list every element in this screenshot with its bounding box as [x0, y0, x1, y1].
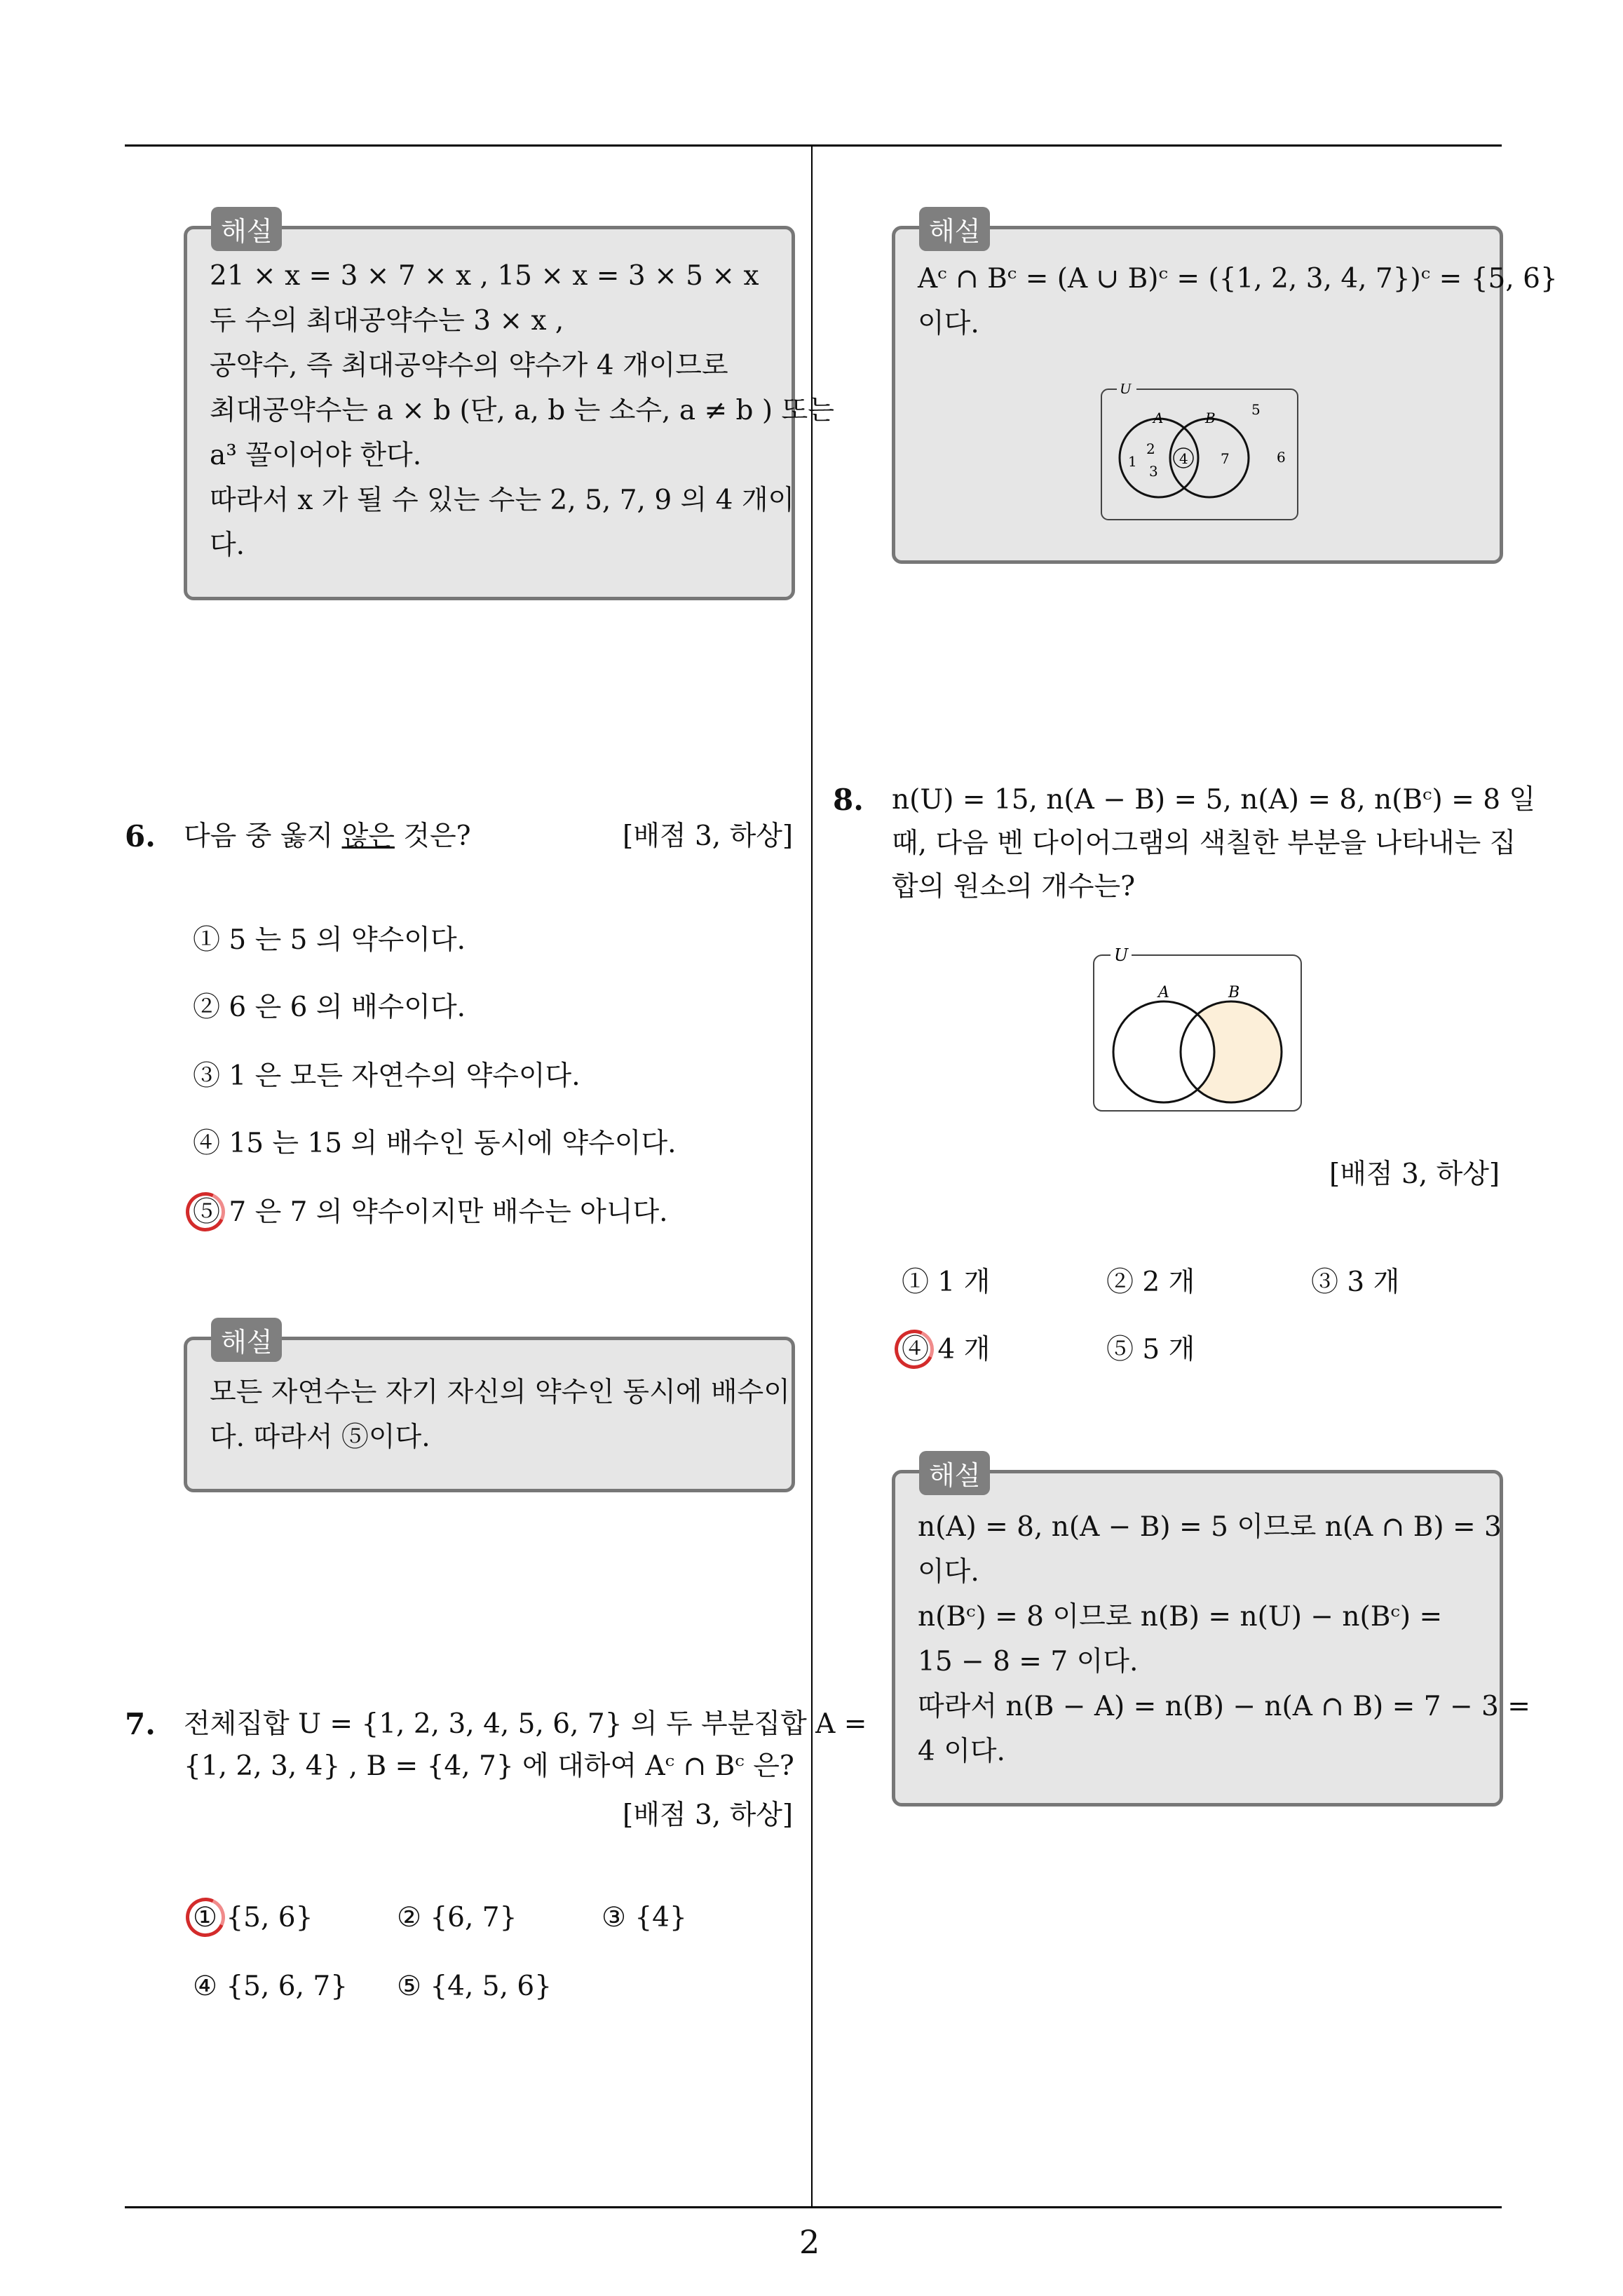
venn-element: 3 [1149, 463, 1158, 480]
choice-7-4[interactable]: ④ {5, 6, 7} [193, 1971, 348, 2002]
choice-8-3[interactable]: ③ 3 개 [1311, 1267, 1400, 1298]
explanation-tag: 해설 [211, 207, 282, 251]
choice-7-2[interactable]: ② {6, 7} [397, 1902, 517, 1933]
question-8-line-3: 합의 원소의 개수는? [892, 871, 1136, 903]
explanation-line: 이다. [918, 308, 979, 339]
question-6-score: [배점 3, 하상] [623, 821, 794, 852]
explanation-box-q5 [184, 216, 834, 600]
question-7-score: [배점 3, 하상] [623, 1799, 794, 1831]
question-8-score: [배점 3, 하상] [1329, 1159, 1500, 1190]
venn-label-a: A [1153, 410, 1164, 426]
explanation-line: 다. [210, 529, 245, 561]
explanation-line: 21 × x = 3 × 7 × x , 15 × x = 3 × 5 × x [210, 260, 759, 292]
explanation-line: 이다. [918, 1556, 979, 1588]
explanation-line: 4 이다. [918, 1736, 1005, 1767]
explanation-line: 따라서 n(B − A) = n(B) − n(A ∩ B) = 7 − 3 = [918, 1691, 1530, 1722]
explanation-tag: 해설 [919, 207, 990, 251]
choice-7-3[interactable]: ③ {4} [602, 1902, 687, 1933]
explanation-line: 15 − 8 = 7 이다. [918, 1646, 1139, 1677]
choice-8-4[interactable]: ④ 4 개 [902, 1334, 991, 1365]
venn-label-universe: U [1120, 384, 1132, 397]
bottom-rule [125, 2206, 1502, 2208]
explanation-box-q6 [184, 1327, 795, 1492]
question-number-7: 7. [125, 1707, 156, 1741]
explanation-line: 다. 따라서 ⑤이다. [210, 1422, 430, 1453]
question-8-line-1: n(U) = 15, n(A − B) = 5, n(A) = 8, n(Bᶜ) = 8 일 [892, 784, 1536, 816]
question-7-line-2: {1, 2, 3, 4} , B = {4, 7} 에 대하여 Aᶜ ∩ Bᶜ 은? [184, 1750, 794, 1782]
venn-label-b: B [1228, 984, 1240, 1001]
choice-6-5[interactable]: ⑤ 7 은 7 의 약수이지만 배수는 아니다. [193, 1196, 668, 1228]
choice-6-4[interactable]: ④ 15 는 15 의 배수인 동시에 약수이다. [193, 1128, 677, 1159]
column-divider [811, 144, 813, 2208]
answer-mark-circle [889, 1324, 939, 1375]
top-rule [125, 144, 1502, 147]
venn-diagram-answer [1099, 384, 1302, 524]
question-8-line-2: 때, 다음 벤 다이어그램의 색칠한 부분을 나타내는 집 [892, 828, 1516, 859]
choice-8-5[interactable]: ⑤ 5 개 [1106, 1334, 1195, 1365]
venn-element: 6 [1277, 449, 1286, 466]
page-number: 2 [799, 2223, 820, 2261]
explanation-line: 공약수, 즉 최대공약수의 약수가 4 개이므로 [210, 350, 728, 381]
venn-diagram-question [1091, 947, 1308, 1115]
venn-element: 7 [1221, 450, 1230, 467]
venn-element: 4 [1179, 450, 1188, 467]
choice-6-1[interactable]: ① 5 는 5 의 약수이다. [193, 924, 466, 956]
explanation-tag: 해설 [211, 1318, 282, 1362]
choice-8-2[interactable]: ② 2 개 [1106, 1267, 1195, 1298]
venn-element: 1 [1128, 453, 1137, 470]
question-number-8: 8. [833, 783, 864, 817]
venn-label-a: A [1158, 984, 1169, 1001]
choice-6-3[interactable]: ③ 1 은 모든 자연수의 약수이다. [193, 1060, 580, 1092]
choice-7-5[interactable]: ⑤ {4, 5, 6} [397, 1971, 552, 2002]
explanation-line: 모든 자연수는 자기 자신의 약수인 동시에 배수이 [210, 1377, 790, 1408]
choice-7-1[interactable]: ① {5, 6} [193, 1902, 313, 1933]
venn-label-b: B [1205, 410, 1216, 426]
explanation-line: 따라서 x 가 될 수 있는 수는 2, 5, 7, 9 의 4 개이 [210, 485, 795, 516]
answer-mark-circle [180, 1892, 231, 1943]
venn-label-universe: U [1114, 947, 1129, 965]
explanation-box-q8 [892, 1460, 1530, 1807]
explanation-line: 최대공약수는 a × b (단, a, b 는 소수, a ≠ b ) 또는 [210, 395, 834, 426]
question-6-text: 다음 중 옳지 않은 것은? [184, 821, 471, 852]
answer-mark-circle [180, 1187, 231, 1237]
underlined-word: 않은 [341, 821, 395, 852]
explanation-line: 두 수의 최대공약수는 3 × x , [210, 305, 564, 337]
explanation-box-q7 [892, 216, 1558, 564]
choice-8-1[interactable]: ① 1 개 [902, 1267, 991, 1298]
venn-element: 5 [1251, 401, 1261, 418]
venn-element: 2 [1146, 440, 1155, 457]
choice-6-2[interactable]: ② 6 은 6 의 배수이다. [193, 992, 466, 1023]
question-number-6: 6. [125, 819, 156, 853]
question-7-line-1: 전체집합 U = {1, 2, 3, 4, 5, 6, 7} 의 두 부분집합 A = [184, 1708, 867, 1740]
explanation-line: n(A) = 8, n(A − B) = 5 이므로 n(A ∩ B) = 3 [918, 1511, 1502, 1543]
explanation-line: a³ 꼴이어야 한다. [210, 440, 422, 471]
explanation-tag: 해설 [919, 1451, 990, 1495]
explanation-line: n(Bᶜ) = 8 이므로 n(B) = n(U) − n(Bᶜ) = [918, 1601, 1443, 1633]
explanation-line: Aᶜ ∩ Bᶜ = (A ∪ B)ᶜ = ({1, 2, 3, 4, 7})ᶜ = {5, 6} [918, 263, 1558, 295]
